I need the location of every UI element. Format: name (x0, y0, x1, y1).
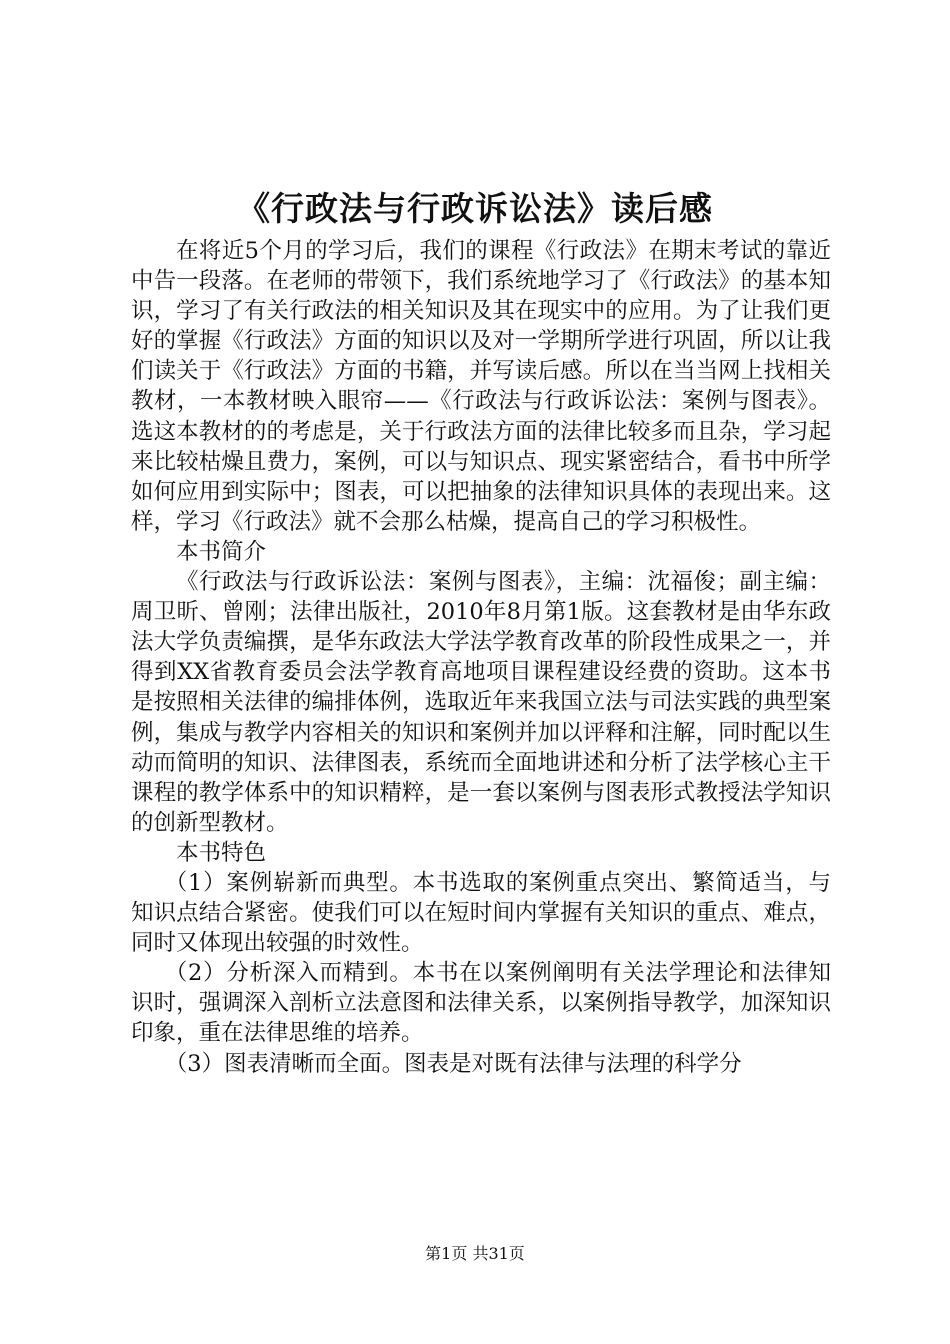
document-body (131, 236, 831, 1079)
section-heading-features: 本书特色 (176, 839, 267, 866)
document-title: 《行政法与行政诉讼法》读后感 (237, 189, 713, 228)
book-intro-paragraph: 《行政法与行政诉讼法：案例与图表》，主编：沈福俊；副主编：周卫昕、曾刚；法律出版社，2010年8月第1版。这套教材是由华东政法大学负责编撰，是华东政法大学法学教育改革的阶段性成果之一，并得到XX省教育委员会法学教育高地项目课程建设经费的资助。这本书是按照相关法律的编排体例，选取近年来我国立法与司法实践的典型案例，集成与教学内容相关的知识和案例并加以评释和注解，同时配以生动而简明的知识、法律图表，系统而全面地讲述和分析了法学核心主干课程的教学体系中的知识精粹，是一套以案例与图表形式教授法学知识的创新型教材。 (131, 569, 831, 836)
page-footer: 第1页 共31页 (425, 1244, 525, 1263)
section-heading-intro: 本书简介 (176, 538, 267, 565)
feature-item-1: （1）案例崭新而典型。本书选取的案例重点突出、繁简适当，与知识点结合紧密。使我们可以在短时间内掌握有关知识的重点、难点，同时又体现出较强的时效性。 (131, 869, 831, 957)
intro-paragraph: 在将近5个月的学习后，我们的课程《行政法》在期末考试的靠近中告一段落。在老师的带领下，我们系统地学习了《行政法》的基本知识，学习了有关行政法的相关知识及其在现实中的应用。为了让我们更好的掌握《行政法》方面的知识以及对一学期所学进行巩固，所以让我们读关于《行政法》方面的书籍，并写读后感。所以在当当网上找相关教材，一本教材映入眼帘——《行政法与行政诉讼法：案例与图表》。选这本教材的的考虑是，关于行政法方面的法律比较多而且杂，学习起来比较枯燥且费力，案例，可以与知识点、现实紧密结合，看书中所学如何应用到实际中；图表，可以把抽象的法律知识具体的表现出来。这样，学习《行政法》就不会那么枯燥，提高自己的学习积极性。 (131, 238, 831, 535)
feature-item-3: （3）图表清晰而全面。图表是对既有法律与法理的科学分 (164, 1050, 742, 1077)
feature-item-2: （2）分析深入而精到。本书在以案例阐明有关法学理论和法律知识时，强调深入剖析立法意图和法律关系，以案例指导教学，加深知识印象，重在法律思维的培养。 (131, 960, 831, 1047)
